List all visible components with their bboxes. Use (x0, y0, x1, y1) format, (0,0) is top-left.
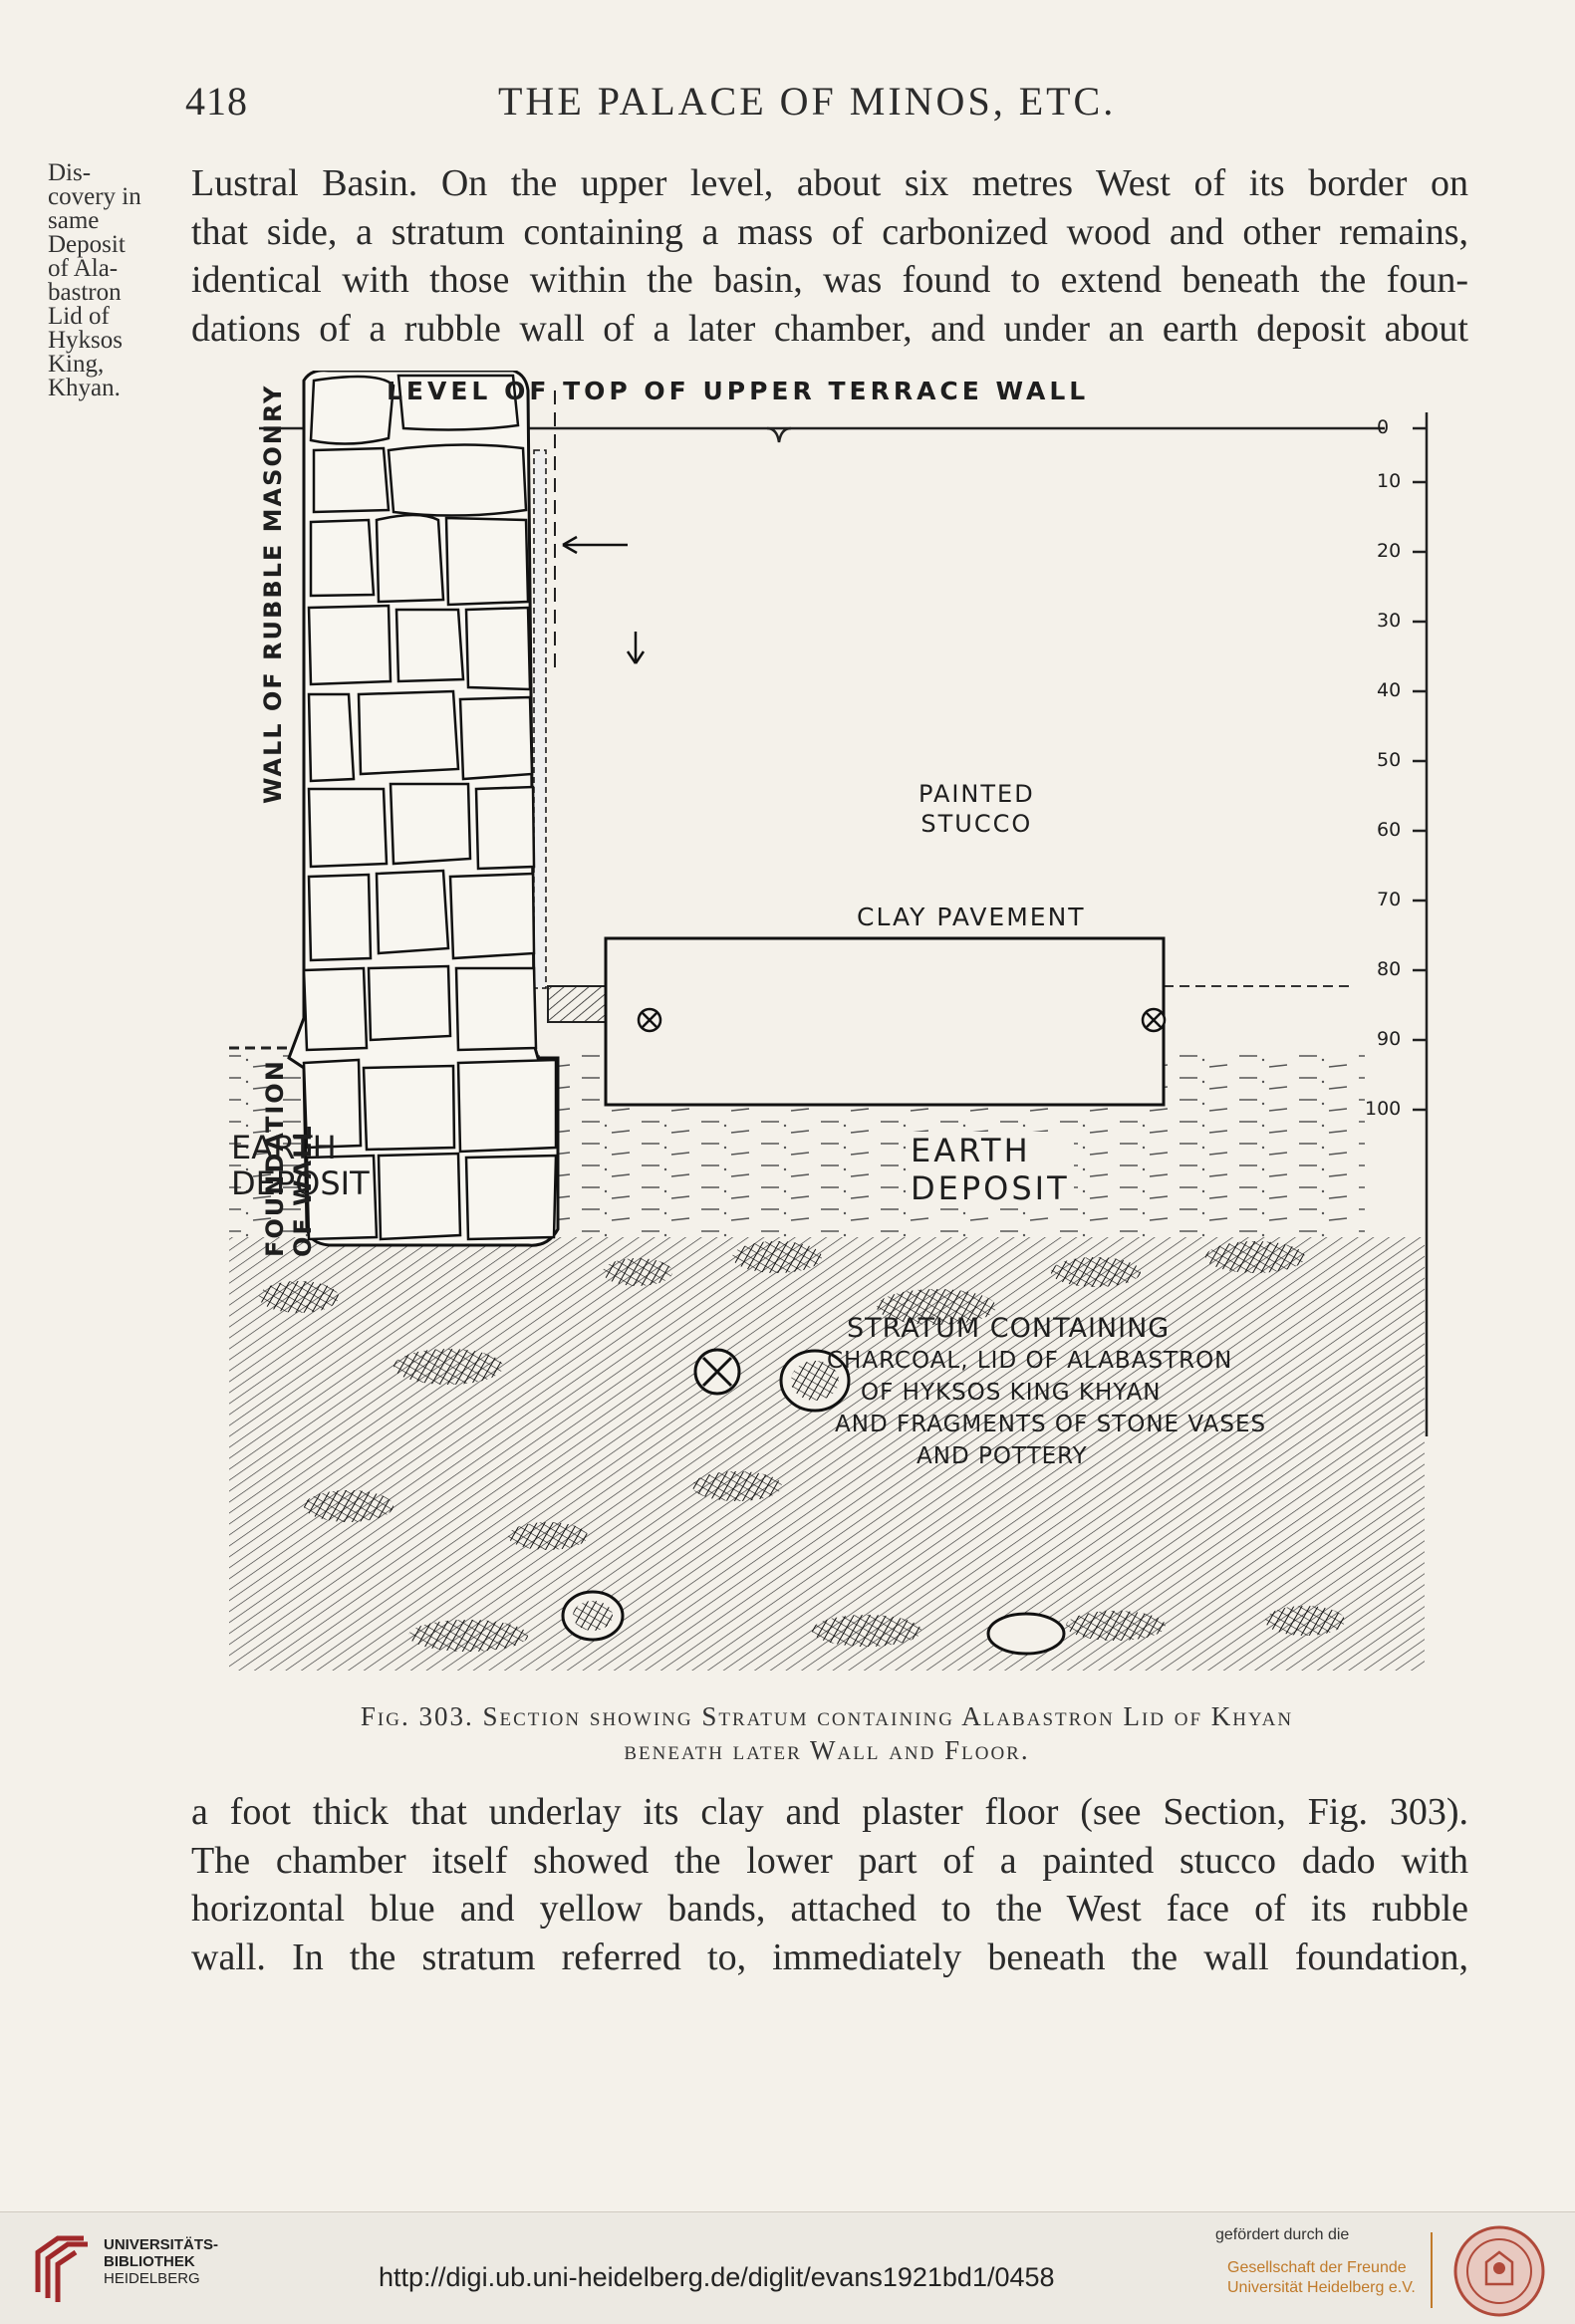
stratum-legend-box (606, 938, 1164, 1105)
scale-tick-label: 20 (1377, 540, 1402, 562)
scale-tick-label: 80 (1377, 958, 1402, 980)
painted-stucco-strip (534, 450, 546, 988)
scale-tick-label: 40 (1377, 679, 1402, 701)
stucco-label: PAINTED STUCCO (919, 780, 1035, 838)
section-illustration (219, 371, 1444, 1690)
legend-line: AND POTTERY (917, 1443, 1088, 1469)
scale-tick-label: 100 (1365, 1098, 1402, 1120)
library-name: UNIVERSITÄTS- BIBLIOTHEK HEIDELBERG (104, 2236, 219, 2287)
digital-url-link[interactable]: http://digi.ub.uni-heidelberg.de/diglit/evans1921bd1/0458 (379, 2262, 1055, 2292)
foundation-label-line: FOUNDATION (261, 1059, 289, 1257)
margin-note-line: covery in (48, 183, 141, 210)
sponsor-divider (1431, 2232, 1433, 2308)
footer-bar (0, 2211, 1575, 2324)
running-title: THE PALACE OF MINOS, ETC. (498, 79, 1117, 124)
figure-caption: beneath later Wall and Floor. (624, 1735, 1030, 1765)
margin-note-line: Lid of (48, 303, 110, 330)
scale-tick-label: 10 (1377, 470, 1402, 492)
margin-note-line: same (48, 207, 100, 234)
margin-note-line: Khyan. (48, 375, 121, 401)
scale-tick-label: 90 (1377, 1028, 1402, 1050)
margin-note-line: Dis- (48, 159, 92, 186)
margin-note (48, 161, 167, 400)
text-line: that side, a stratum containing a mass of carbonized wood and other remains, (191, 210, 1468, 253)
university-seal-icon (1452, 2224, 1546, 2318)
bracket-mark (767, 428, 791, 442)
text-line: a foot thick that underlay its clay and plaster floor (see Section, Fig. 303). (191, 1791, 1468, 1833)
legend-line: AND FRAGMENTS OF STONE VASES (835, 1412, 1267, 1437)
legend-line: OF HYKSOS KING KHYAN (861, 1380, 1162, 1406)
text-line: The chamber itself showed the lower part of a painted stucco dado with (191, 1839, 1468, 1882)
pottery-fragment (988, 1614, 1064, 1654)
scale-tick-label: 30 (1377, 610, 1402, 632)
margin-note-line: King, (48, 351, 105, 378)
text-line: identical with those within the basin, was found to extend beneath the foun- (191, 259, 1468, 301)
legend-lid-symbol (1143, 1009, 1165, 1031)
legend-lid-symbol (639, 1009, 660, 1031)
scale-tick-label: 60 (1377, 819, 1402, 841)
scale-tick-label: 0 (1377, 416, 1390, 438)
scale-tick-label: 50 (1377, 749, 1402, 771)
margin-note-line: Deposit (48, 231, 126, 258)
earth-deposit-left-label: EARTH DEPOSIT (231, 1129, 370, 1202)
paragraph-bottom (191, 1788, 1468, 1981)
legend-line: CHARCOAL, LID OF ALABASTRON (827, 1348, 1233, 1374)
page-number: 418 (185, 79, 248, 124)
text-line: wall. In the stratum referred to, immediately beneath the wall foundation, (191, 1936, 1468, 1978)
figure-caption: Fig. 303. Section showing Stratum containing Alabastron Lid of Khyan (360, 1701, 1294, 1731)
legend-line: STRATUM CONTAINING (847, 1313, 1171, 1344)
wall-stones (304, 376, 556, 1239)
margin-note-line: Hyksos (48, 327, 124, 354)
margin-note-line: bastron (48, 279, 122, 306)
text-line: Lustral Basin. On the upper level, about six metres West of its border on (191, 162, 1468, 204)
pavement-label: CLAY PAVEMENT (857, 903, 1086, 931)
library-logo-icon (28, 2232, 94, 2304)
text-line: dations of a rubble wall of a later chamber, and under an earth deposit about (191, 307, 1468, 350)
figure-section-drawing: LEVEL OF TOP OF UPPER TERRACE WALL WALL OF RUBBLE MASONRY FOUNDATION OF WALL PAINTED STUCCO CLAY PAVEMENT EARTH DEPOSIT EARTH DEPOSIT STRATUM CONTAINING CHARCOAL, LID OF ALABASTRON OF HYKSOS KING KHYAN AND FRAGMENTS OF STONE VASES AND POTTERY 0 10 20 30 40 50 60 70 80 90 100 (219, 371, 1444, 1690)
sponsor-name: Gesellschaft der Freunde Universität Heidelberg e.V. (1227, 2259, 1416, 2296)
margin-note-line: of Ala- (48, 255, 119, 282)
scale-tick-label: 70 (1377, 889, 1402, 910)
top-level-label: LEVEL OF TOP OF UPPER TERRACE WALL (387, 377, 1090, 405)
funded-by-text: gefördert durch die (1215, 2226, 1350, 2243)
foundation-label-line: OF WALL (289, 1124, 317, 1257)
paragraph-top (191, 159, 1468, 353)
earth-deposit-right-label: EARTH DEPOSIT (907, 1132, 1074, 1207)
text-line: horizontal blue and yellow bands, attached to the West face of its rubble (191, 1888, 1468, 1930)
stratum-legend-text (827, 1313, 1266, 1472)
